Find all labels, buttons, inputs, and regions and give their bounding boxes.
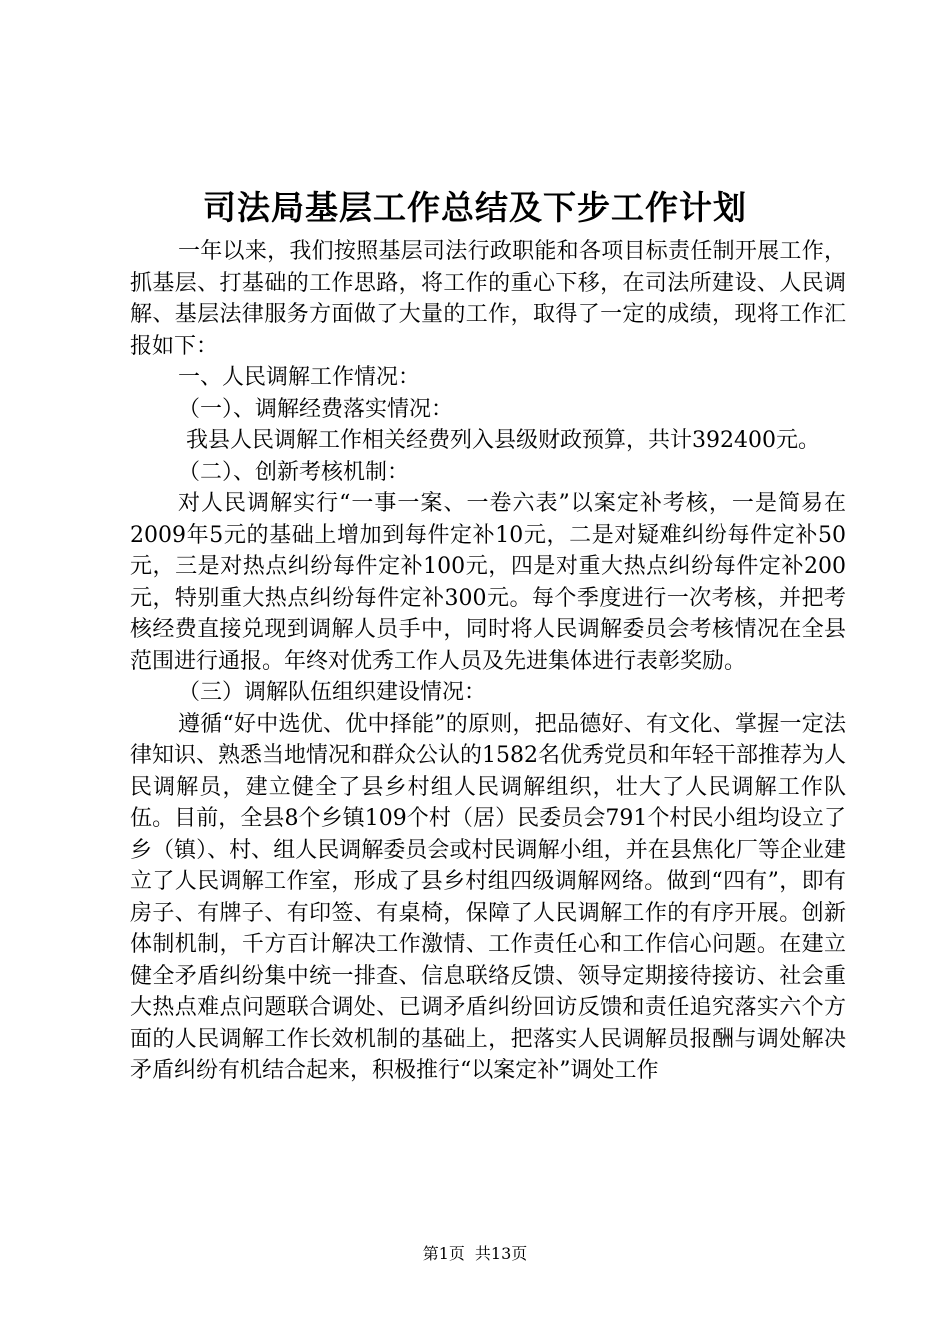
team-paragraph: 遵循“好中选优、优中择能”的原则，把品德好、有文化、掌握一定法律知识、熟悉当地情况和群众公认的1582名优秀党员和年轻干部推荐为人民调解员，建立健全了县乡村组人民调解组织，壮大了人民调解工作队伍。目前，全县8个乡镇109个村（居）民委员会791个村民小组均设立了乡（镇）、村、组人民调解委员会或村民调解小组，并在县焦化厂等企业建立了人民调解工作室，形成了县乡村组四级调解网络。做到“四有”，即有房子、有牌子、有印签、有桌椅，保障了人民调解工作的有序开展。创新体制机制，千方百计解决工作激情、工作责任心和工作信心问题。在建立健全矛盾纠纷集中统一排查、信息联络反馈、领导定期接待接访、社会重大热点难点问题联合调处、已调矛盾纠纷回访反馈和责任追究落实六个方面的人民调解工作长效机制的基础上，把落实人民调解员报酬与调处解决矛盾纠纷有机结合起来，积极推行“以案定补”调处工作 — [130, 711, 846, 1083]
section-heading-mediation: 一、人民调解工作情况： — [178, 365, 421, 390]
assessment-paragraph: 对人民调解实行“一事一案、一卷六表”以案定补考核，一是简易在2009年5元的基础上增加到每件定补10元，二是对疑难纠纷每件定补50元，三是对热点纠纷每件定补100元，四是对重大热点纠纷每件定补200元，特别重大热点纠纷每件定补300元。每个季度进行一次考核，并把考核经费直接兑现到调解人员手中，同时将人民调解委员会考核情况在全县范围进行通报。年终对优秀工作人员及先进集体进行表彰奖励。 — [130, 491, 846, 674]
page-number: 第1页 — [422, 1244, 465, 1263]
funding-paragraph: 我县人民调解工作相关经费列入县级财政预算，共计392400元。 — [186, 428, 820, 453]
intro-paragraph: 一年以来，我们按照基层司法行政职能和各项目标责任制开展工作，抓基层、打基础的工作思路，将工作的重心下移，在司法所建设、人民调解、基层法律服务方面做了大量的工作，取得了一定的成绩，现将工作汇报如下： — [130, 239, 846, 359]
subsection-heading-funding: （一）、调解经费落实情况： — [178, 396, 454, 422]
subsection-heading-team: （三）调解队伍组织建设情况： — [178, 680, 487, 705]
document-body — [130, 236, 846, 1087]
document-title: 司法局基层工作总结及下步工作计划 — [203, 188, 747, 227]
page-footer — [0, 1242, 950, 1266]
total-pages: 共13页 — [474, 1244, 528, 1263]
subsection-heading-assessment: （二）、创新考核机制： — [178, 459, 410, 485]
